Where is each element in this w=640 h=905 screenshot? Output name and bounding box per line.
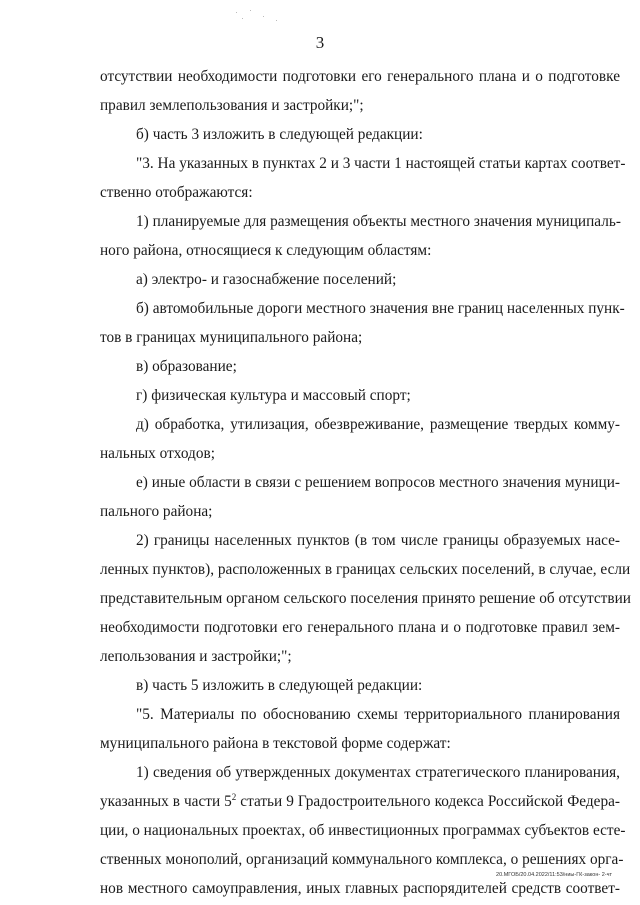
text-line: б) часть 3 изложить в следующей редакции: xyxy=(136,126,423,143)
text-fragment: статьи 9 Градостроительного кодекса Российской Федера- xyxy=(236,793,620,810)
text-line: е) иные области в связи с решением вопросов местного значения муници- xyxy=(136,474,620,491)
text-line: а) электро- и газоснабжение поселений; xyxy=(136,271,397,288)
text-line: г) физическая культура и массовый спорт; xyxy=(136,387,411,404)
text-line: ного района, относящиеся к следующим областям: xyxy=(100,242,432,259)
text-line: 1) планируемые для размещения объекты местного значения муниципаль- xyxy=(136,213,621,230)
text-line: ственно отображаются: xyxy=(100,184,253,201)
scan-specks xyxy=(232,4,292,24)
text-line: ции, о национальных проектах, об инвестиционных программах субъектов есте- xyxy=(100,822,626,839)
text-line: "5. Материалы по обоснованию схемы территориального планирования xyxy=(136,706,620,723)
text-line: представительным органом сельского поселения принято решение об отсутствии xyxy=(100,590,631,607)
text-line: в) образование; xyxy=(136,358,237,375)
text-line: тов в границах муниципального района; xyxy=(100,329,363,346)
text-line: "3. На указанных в пунктах 2 и 3 части 1 настоящей статьи картах соответ- xyxy=(136,155,626,172)
footer-code: 20.МГОБ/20.04.2022/11:53/ниы-ГК-закон- 2-чт xyxy=(496,872,612,878)
text-line: отсутствии необходимости подготовки его генерального плана и о подготовке xyxy=(100,68,620,85)
text-line: необходимости подготовки его генерального плана и о подготовке правил зем- xyxy=(100,619,620,636)
text-line: нальных отходов; xyxy=(100,445,215,462)
text-line: ственных монополий, организаций коммунального комплекса, о решениях орга- xyxy=(100,851,624,868)
text-fragment: указанных в части 5 xyxy=(100,793,232,810)
text-line: 1) сведения об утвержденных документах стратегического планирования, xyxy=(136,764,620,781)
text-line: муниципального района в текстовой форме содержат: xyxy=(100,735,451,752)
text-line: б) автомобильные дороги местного значения вне границ населенных пунк- xyxy=(136,300,625,317)
document-body xyxy=(100,62,631,903)
text-line: ленных пунктов), расположенных в границах сельских поселений, в случае, если xyxy=(100,561,631,578)
text-line: д) обработка, утилизация, обезвреживание, размещение твердых комму- xyxy=(136,416,620,433)
text-line: правил землепользования и застройки;"; xyxy=(100,97,364,114)
text-line: 2) границы населенных пунктов (в том числе границы образуемых насе- xyxy=(136,532,620,549)
text-line: в) часть 5 изложить в следующей редакции: xyxy=(136,677,423,694)
text-line: лепользования и застройки;"; xyxy=(100,648,292,665)
text-line: пального района; xyxy=(100,503,213,520)
superscript: 2 xyxy=(231,792,237,802)
text-line-with-superscript xyxy=(100,787,620,816)
text-line: нов местного самоуправления, иных главных распорядителей средств соответ- xyxy=(100,880,620,897)
page-number: 3 xyxy=(315,33,325,52)
